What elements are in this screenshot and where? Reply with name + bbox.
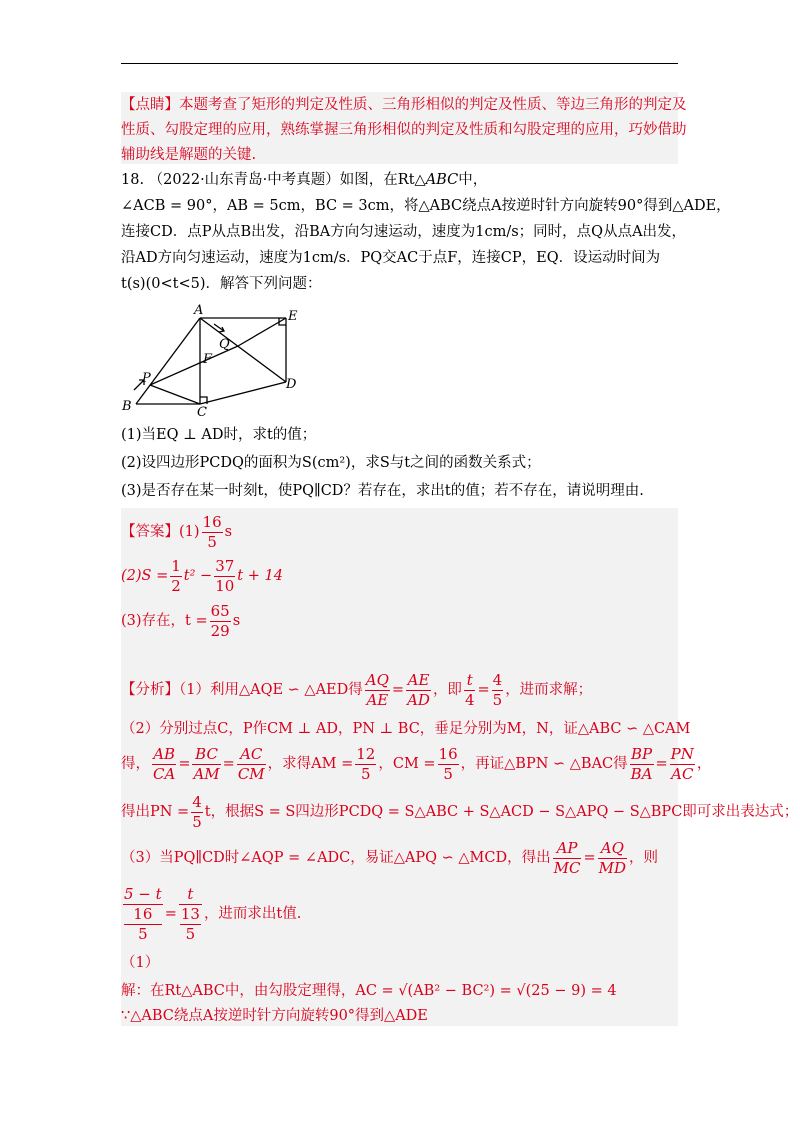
analysis-9: ∵△ABC绕点A按逆时针方向旋转90°得到△ADE xyxy=(121,1008,428,1024)
tip-line-3: 辅助线是解题的关键. xyxy=(121,147,257,163)
problem-source: （2022·山东青岛·中考真题）如图，在Rt xyxy=(148,172,415,188)
label-a: A xyxy=(194,303,204,318)
problem-line-2: ∠ACB = 90°，AB = 5cm，BC = 3cm，将△ABC绕点A按逆时针方向旋转90°得到△ADE， xyxy=(121,198,731,214)
tip-head: 【点睛】 xyxy=(121,97,179,113)
problem-line-4: 沿AD方向匀速运动，速度为1cm/s．PQ交AC于点F，连接CP，EQ．设运动时间为 xyxy=(121,250,661,266)
analysis-3: 得， $\frac{AB}{CA}$ = $\frac{BC}{AM}$ = $\frac{AC}{CM}$ ，求得AM = $\frac{12}{5}$ ，CM = $\frac{16}{5}$ ，再证△BPN ∽ △BAC得 $\frac{BP}{BA}$ = $\frac{PN}{AC}$ ， xyxy=(121,744,712,783)
label-e: E xyxy=(288,309,298,324)
top-rule xyxy=(121,63,678,64)
answer-2: (2)S = $\frac{1}{2}$ t² − $\frac{37}{10}$ t + 14 xyxy=(121,556,283,595)
answer-head: 【答案】 xyxy=(121,524,179,540)
label-b: B xyxy=(122,399,132,414)
problem-line-1: 18. （2022·山东青岛·中考真题）如图，在Rt△ABC中， xyxy=(121,172,488,188)
label-p: P xyxy=(142,371,151,386)
label-f: F xyxy=(203,352,213,367)
analysis-7: （1） xyxy=(121,955,160,971)
tip-line-1 xyxy=(121,95,687,115)
question-2: (2)设四边形PCDQ的面积为S(cm²)，求S与t之间的函数关系式； xyxy=(121,455,541,471)
analysis-8: 解：在Rt△ABC中，由勾股定理得，AC = √(AB² − BC²) = √(25 − 9) = 4 xyxy=(121,983,617,999)
analysis-6: 5 − t 16 5 = t 13 5 ，进而求出t值. xyxy=(124,884,302,943)
problem-line-3: 连接CD．点P从点B出发，沿BA方向匀速运动，速度为1cm/s；同时，点Q从点A出发， xyxy=(121,224,687,240)
problem-line-5: t(s)(0<t<5)．解答下列问题： xyxy=(121,276,322,292)
analysis-1: 【分析】（1）利用△AQE ∽ △AED得 $\frac{AQ}{AE}$ = $\frac{AE}{AD}$ ，即 $\frac{t}{4}$ = $\frac{4}{5}$ ，进而求解； xyxy=(121,670,593,709)
question-3: (3)是否存在某一时刻t，使PQ∥CD？若存在，求出t的值；若不存在，请说明理由. xyxy=(121,483,644,499)
label-c: C xyxy=(197,405,207,418)
analysis-5: （3）当PQ∥CD时∠AQP = ∠ADC，易证△APQ ∽ △MCD，得出 $\frac{AP}{MC}$ = $\frac{AQ}{MD}$ ，则 xyxy=(121,838,659,877)
label-q: Q xyxy=(219,337,230,352)
label-d: D xyxy=(286,377,297,392)
analysis-4: 得出PN = $\frac{4}{5}$ t，根据S = S四边形PCDQ = S△ABC + S△ACD − S△APQ − S△BPC即可求出表达式； xyxy=(121,792,799,831)
tip-text-1: 本题考查了矩形的判定及性质、三角形相似的判定及性质、等边三角形的判定及 xyxy=(179,97,687,113)
problem-number: 18. xyxy=(121,172,145,188)
analysis-head: 【分析】 xyxy=(121,682,179,698)
answer-3: (3)存在，t = $\frac{65}{29}$ s xyxy=(121,601,241,640)
question-1: (1)当EQ ⊥ AD时，求t的值； xyxy=(121,427,317,443)
tip-line-2: 性质、勾股定理的应用，熟练掌握三角形相似的判定及性质和勾股定理的应用，巧妙借助 xyxy=(121,122,687,138)
triangle-abc: ABC xyxy=(425,172,459,188)
answer-1: 【答案】(1) $\frac{16}{5}$ s xyxy=(121,512,233,551)
geometry-figure xyxy=(116,298,316,418)
analysis-2: （2）分别过点C，P作CM ⊥ AD，PN ⊥ BC，垂足分别为M，N，证△ABC ∽ △CAM xyxy=(121,721,691,737)
